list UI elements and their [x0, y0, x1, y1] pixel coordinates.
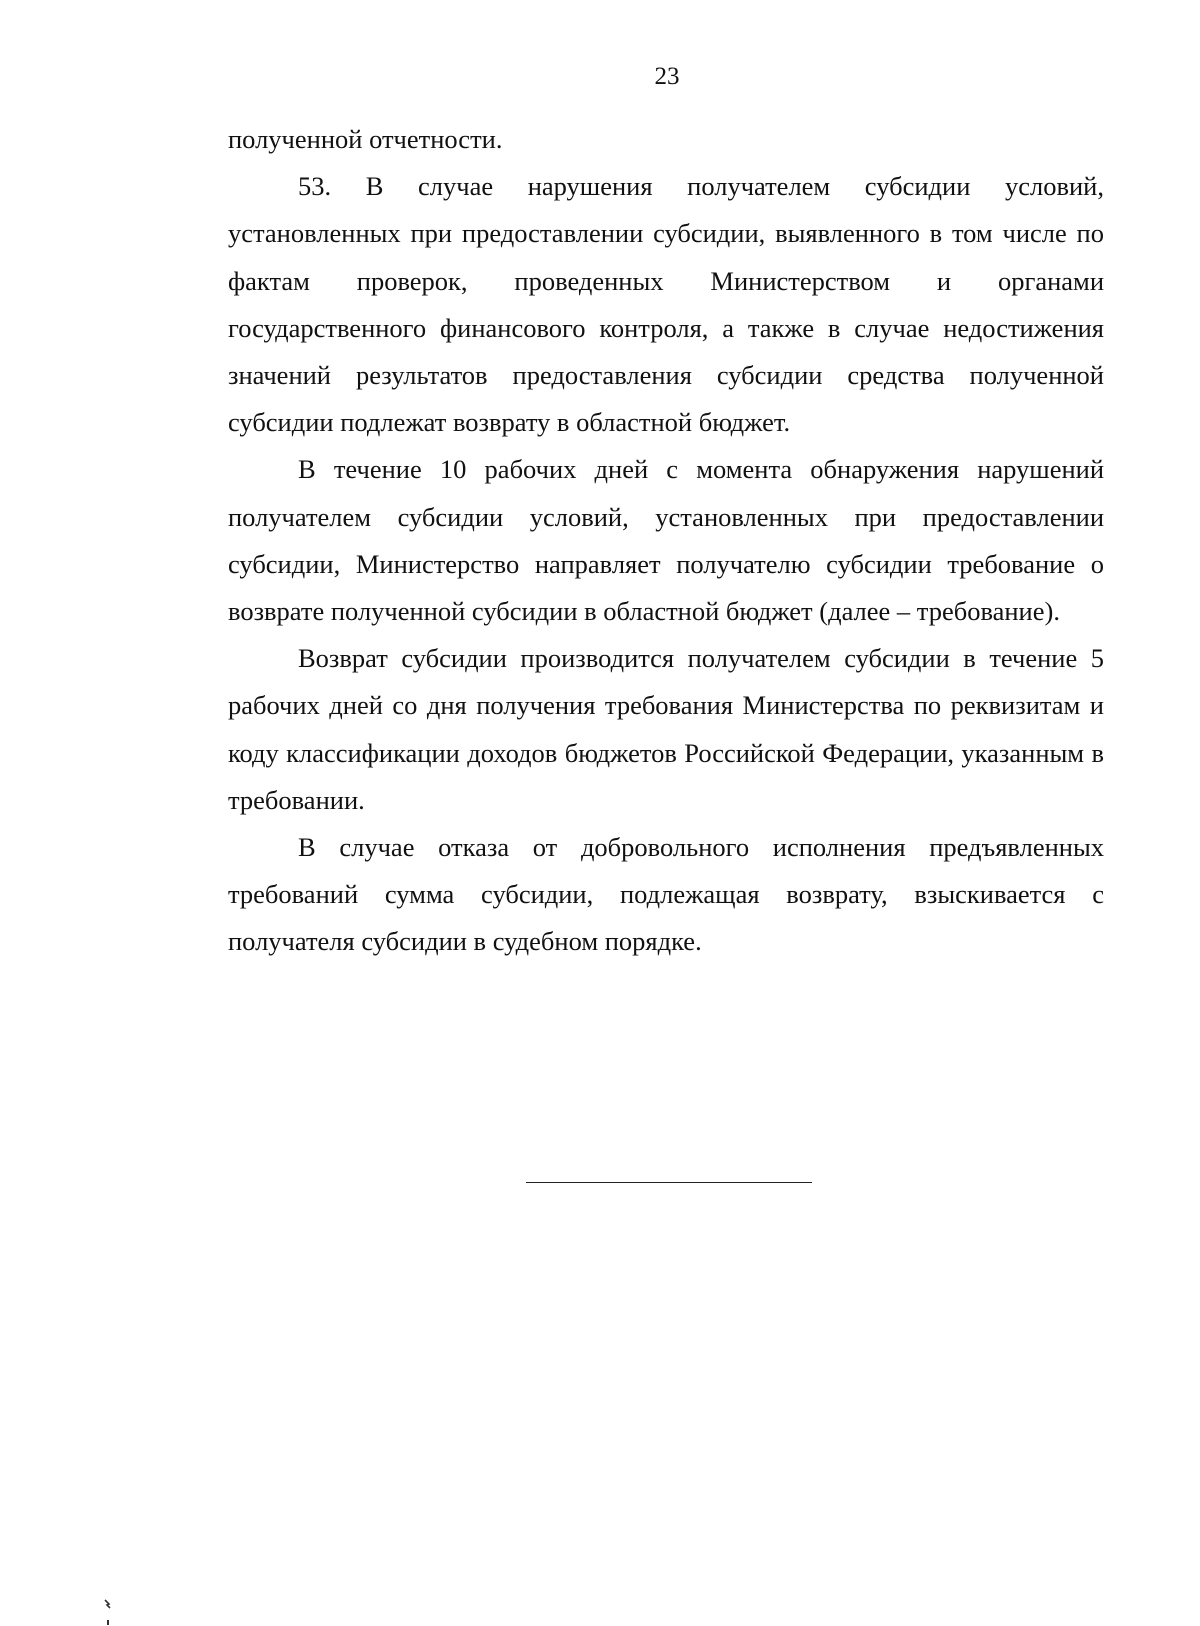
page-number: 23: [654, 63, 680, 90]
paragraph-53: 53. В случае нарушения получателем субсидии условий, установленных при предоставлении субсидии, выявленного в том числе по фактам проверок, проведенных Министерством и органами государственного финансового контроля, а также в случае недостижения значений результатов предоставления субсидии средства полученной субсидии подлежат возврату в областной бюджет.: [228, 171, 1104, 438]
document-body: [228, 116, 1104, 966]
paragraph-return-procedure: Возврат субсидии производится получателем субсидии в течение 5 рабочих дней со дня получения требования Министерства по реквизитам и коду классификации доходов бюджетов Российской Федерации, указанным в требовании.: [228, 643, 1104, 815]
end-of-document-rule: [526, 1182, 812, 1183]
paragraph-return-notice: В течение 10 рабочих дней с момента обнаружения нарушений получателем субсидии условий, установленных при предоставлении субсидии, Министерство направляет получателю субсидии требование о возврате полученной субсидии в областной бюджет (далее – требование).: [228, 454, 1104, 627]
paragraph-court-recovery: В случае отказа от добровольного исполнения предъявленных требований сумма субсидии, подлежащая возврату, взыскивается с получателя субсидии в судебном порядке.: [228, 832, 1104, 957]
scan-artifact-icon: [102, 1598, 114, 1626]
paragraph-continuation: полученной отчетности.: [228, 124, 503, 154]
